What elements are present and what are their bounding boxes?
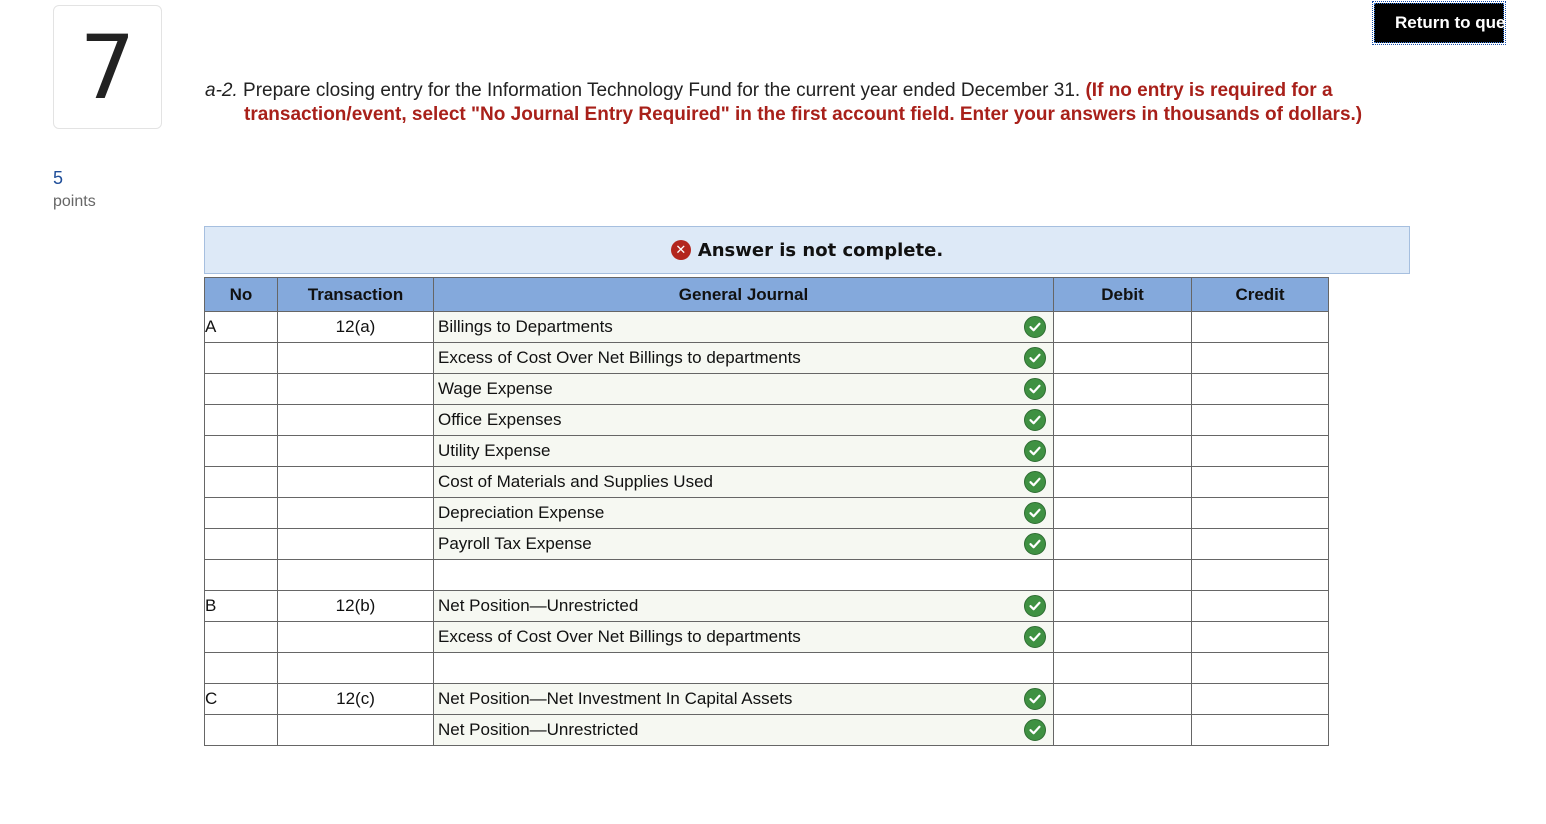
credit-input[interactable]	[1192, 312, 1329, 343]
check-circle-icon	[1024, 409, 1046, 431]
account-select[interactable]	[434, 405, 1054, 436]
instructions-line1: (If no entry is required for a	[1085, 80, 1333, 101]
cell-transaction	[278, 715, 434, 746]
credit-input[interactable]	[1192, 374, 1329, 405]
answer-status-banner	[204, 226, 1410, 274]
question-number: 7	[53, 5, 162, 129]
account-name: Cost of Materials and Supplies Used	[438, 472, 713, 491]
credit-input[interactable]	[1192, 405, 1329, 436]
cell-no	[205, 560, 278, 591]
cell-no	[205, 374, 278, 405]
cell-transaction	[278, 467, 434, 498]
account-select[interactable]	[434, 312, 1054, 343]
table-header-row	[205, 278, 1329, 312]
check-circle-icon	[1024, 502, 1046, 524]
debit-input[interactable]	[1054, 312, 1192, 343]
check-circle-icon	[1024, 316, 1046, 338]
credit-input[interactable]	[1192, 653, 1329, 684]
table-row	[205, 498, 1329, 529]
credit-input[interactable]	[1192, 622, 1329, 653]
points-label: points	[53, 193, 96, 210]
debit-input[interactable]	[1054, 529, 1192, 560]
check-circle-icon	[1024, 378, 1046, 400]
part-label: a-2.	[205, 80, 238, 101]
debit-input[interactable]	[1054, 467, 1192, 498]
account-name: Net Position—Net Investment In Capital Assets	[438, 689, 793, 708]
account-select[interactable]	[434, 591, 1054, 622]
table-row	[205, 436, 1329, 467]
cell-transaction	[278, 405, 434, 436]
account-name: Excess of Cost Over Net Billings to departments	[438, 348, 801, 367]
debit-input[interactable]	[1054, 343, 1192, 374]
account-name: Net Position—Unrestricted	[438, 720, 639, 739]
debit-input[interactable]	[1054, 653, 1192, 684]
header-debit: Debit	[1054, 278, 1192, 312]
check-circle-icon	[1024, 347, 1046, 369]
cell-no	[205, 343, 278, 374]
debit-input[interactable]	[1054, 374, 1192, 405]
debit-input[interactable]	[1054, 405, 1192, 436]
table-row	[205, 715, 1329, 746]
cell-transaction	[278, 529, 434, 560]
cell-no	[205, 622, 278, 653]
credit-input[interactable]	[1192, 529, 1329, 560]
credit-input[interactable]	[1192, 498, 1329, 529]
table-row	[205, 405, 1329, 436]
journal-table	[204, 277, 1329, 746]
header-no: No	[205, 278, 278, 312]
credit-input[interactable]	[1192, 560, 1329, 591]
x-circle-icon: ✕	[671, 240, 691, 260]
cell-no	[205, 653, 278, 684]
account-name: Office Expenses	[438, 410, 562, 429]
account-name: Depreciation Expense	[438, 503, 605, 522]
table-row	[205, 374, 1329, 405]
account-select[interactable]	[434, 467, 1054, 498]
cell-no: C	[205, 684, 278, 715]
account-name: Wage Expense	[438, 379, 553, 398]
account-select[interactable]	[434, 529, 1054, 560]
account-select[interactable]	[434, 498, 1054, 529]
instructions-line2: transaction/event, select "No Journal Entry Required" in the first account field. Enter your answers in thousands of dollars.)	[244, 104, 1363, 125]
cell-no	[205, 405, 278, 436]
credit-input[interactable]	[1192, 467, 1329, 498]
account-select[interactable]	[434, 715, 1054, 746]
table-row	[205, 684, 1329, 715]
cell-transaction	[278, 560, 434, 591]
cell-transaction	[278, 653, 434, 684]
debit-input[interactable]	[1054, 560, 1192, 591]
account-select[interactable]	[434, 343, 1054, 374]
account-select[interactable]	[434, 684, 1054, 715]
account-select[interactable]	[434, 374, 1054, 405]
account-name: Excess of Cost Over Net Billings to departments	[438, 627, 801, 646]
debit-input[interactable]	[1054, 622, 1192, 653]
table-row	[205, 343, 1329, 374]
check-circle-icon	[1024, 719, 1046, 741]
header-credit: Credit	[1192, 278, 1329, 312]
cell-no: B	[205, 591, 278, 622]
credit-input[interactable]	[1192, 436, 1329, 467]
prompt-text: Prepare closing entry for the Information Technology Fund for the current year ended December 31.	[237, 80, 1086, 101]
cell-transaction	[278, 436, 434, 467]
header-general-journal: General Journal	[434, 278, 1054, 312]
points-value: 5	[53, 168, 64, 188]
cell-no	[205, 715, 278, 746]
account-name: Utility Expense	[438, 441, 551, 460]
debit-input[interactable]	[1054, 436, 1192, 467]
account-select[interactable]	[434, 622, 1054, 653]
cell-transaction: 12(b)	[278, 591, 434, 622]
table-row	[205, 312, 1329, 343]
credit-input[interactable]	[1192, 343, 1329, 374]
cell-transaction	[278, 622, 434, 653]
account-select[interactable]	[434, 653, 1054, 684]
check-circle-icon	[1024, 533, 1046, 555]
cell-transaction: 12(a)	[278, 312, 434, 343]
journal-body	[205, 312, 1329, 746]
cell-transaction	[278, 498, 434, 529]
debit-input[interactable]	[1054, 498, 1192, 529]
check-circle-icon	[1024, 595, 1046, 617]
check-circle-icon	[1024, 688, 1046, 710]
question-prompt	[205, 79, 1455, 127]
account-select[interactable]	[434, 560, 1054, 591]
table-row	[205, 560, 1329, 591]
cell-transaction: 12(c)	[278, 684, 434, 715]
debit-input[interactable]	[1054, 715, 1192, 746]
account-select[interactable]	[434, 436, 1054, 467]
credit-input[interactable]	[1192, 591, 1329, 622]
cell-no	[205, 498, 278, 529]
credit-input[interactable]	[1192, 715, 1329, 746]
debit-input[interactable]	[1054, 684, 1192, 715]
account-name: Payroll Tax Expense	[438, 534, 592, 553]
cell-no: A	[205, 312, 278, 343]
cell-transaction	[278, 374, 434, 405]
table-row	[205, 529, 1329, 560]
credit-input[interactable]	[1192, 684, 1329, 715]
check-circle-icon	[1024, 626, 1046, 648]
cell-no	[205, 467, 278, 498]
cell-no	[205, 436, 278, 467]
debit-input[interactable]	[1054, 591, 1192, 622]
cell-no	[205, 529, 278, 560]
return-to-question-button[interactable]: Return to question	[1374, 3, 1504, 43]
table-row	[205, 622, 1329, 653]
table-row	[205, 467, 1329, 498]
table-row	[205, 591, 1329, 622]
account-name: Billings to Departments	[438, 317, 613, 336]
check-circle-icon	[1024, 440, 1046, 462]
header-transaction: Transaction	[278, 278, 434, 312]
check-circle-icon	[1024, 471, 1046, 493]
cell-transaction	[278, 343, 434, 374]
account-name: Net Position—Unrestricted	[438, 596, 639, 615]
answer-status-text: Answer is not complete.	[697, 239, 944, 261]
table-row	[205, 653, 1329, 684]
